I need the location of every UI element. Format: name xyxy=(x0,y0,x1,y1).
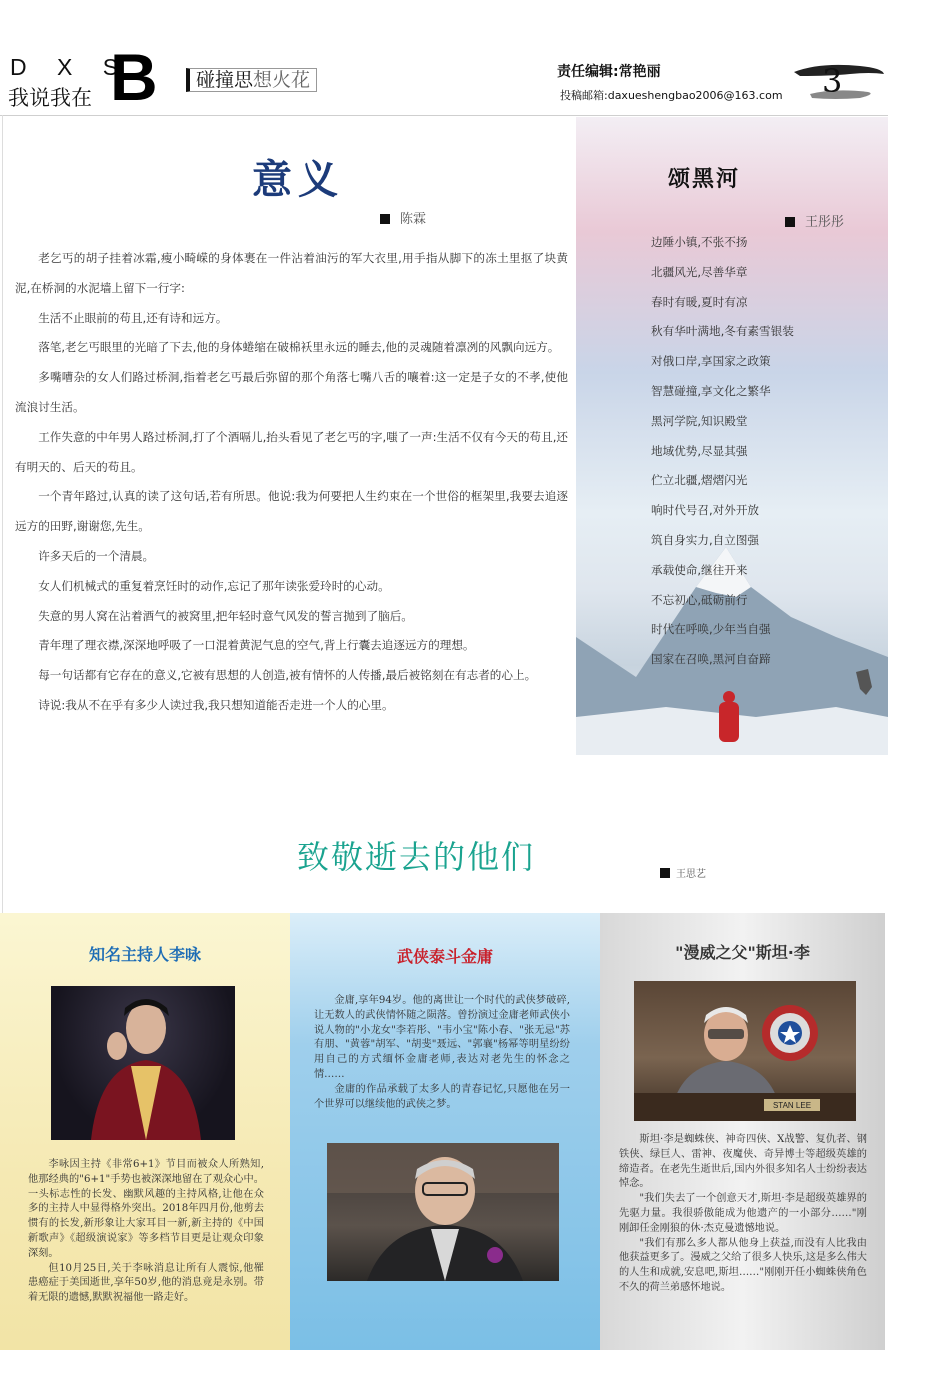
panel-text xyxy=(28,1158,264,1306)
poem-line: 对俄口岸,享国家之政策 xyxy=(651,354,771,369)
article-title: 意义 xyxy=(252,156,344,203)
panel-paragraph: 李咏因主持《非常6+1》节目而被众人所熟知,他那经典的"6+1"手势也被深深地留在了观众心中。一头标志性的长发、幽默风趣的主持风格,让他在众多的主持人中显得格外突出。2018年四月份,他剪去惯有的长发,新形象让大家耳目一新,新主持的《中国新歌声》《超级演说家》等多档节目更是让观众印象深刻。 xyxy=(28,1159,264,1259)
poem-line: 边陲小镇,不张不扬 xyxy=(651,235,748,249)
tribute-panel-jin-yong xyxy=(290,913,600,1350)
article-paragraph: 许多天后的一个清晨。 xyxy=(38,548,155,563)
article-paragraph: 工作失意的中年男人路过桥洞,打了个酒嗝儿,抬头看见了老乞丐的字,嗤了一声:生活不仅有今天的苟且,还有明天的、后天的苟且。 xyxy=(15,429,568,474)
poem-line: 承载使命,继往开来 xyxy=(651,562,748,577)
poem-line: 时代在呼唤,少年当自强 xyxy=(651,622,771,637)
poem-line: 秋有华叶满地,冬有素雪银装 xyxy=(651,324,794,339)
author-marker-icon xyxy=(660,868,670,878)
panel-paragraph: 斯坦·李是蜘蛛侠、神奇四侠、X战警、复仇者、钢铁侠、绿巨人、雷神、夜魔侠、奇异博士等超级英雄的缔造者。在老先生逝世后,国内外很多知名人士纷纷表达悼念。 xyxy=(619,1134,867,1190)
poem-author xyxy=(785,211,844,230)
article-paragraph: 失意的男人窝在沾着酒气的被窝里,把年轻时意气风发的誓言抛到了脑后。 xyxy=(38,608,413,623)
poem-line: 国家在召唤,黑河自奋蹄 xyxy=(651,652,771,667)
poem-title: 颂黑河 xyxy=(668,167,741,192)
article-paragraph: 女人们机械式的重复着烹饪时的动作,忘记了那年读张爱玲时的心动。 xyxy=(38,578,390,593)
author-marker-icon xyxy=(380,214,390,224)
editor-credit: 责任编辑:常艳丽 xyxy=(557,64,661,80)
masthead-code: D X S xyxy=(10,54,131,80)
submission-email: 投稿邮箱:daxueshengbao2006@163.com xyxy=(560,89,783,102)
article-paragraph: 生活不止眼前的苟且,还有诗和远方。 xyxy=(38,310,228,325)
poem-line: 地域优势,尽显其强 xyxy=(651,443,748,458)
article-paragraph: 每一句话都有它存在的意义,它被有思想的人创造,被有情怀的人传播,最后被铭刻在有志者的心上。 xyxy=(38,668,537,683)
section-letter: B xyxy=(110,40,158,114)
panel-text xyxy=(314,994,570,1112)
article-body xyxy=(15,244,568,721)
tribute-author-name: 王思艺 xyxy=(676,869,706,880)
panel-paragraph: 金庸的作品承载了太多人的青春记忆,只愿他在另一个世界可以继续他的武侠之梦。 xyxy=(314,1083,570,1110)
poem-body xyxy=(651,228,794,675)
tribute-author xyxy=(660,865,706,880)
nameplate-text: STAN LEE xyxy=(772,1101,812,1110)
article-paragraph: 老乞丐的胡子挂着冰霜,瘦小畸嵘的身体裹在一件沾着油污的军大衣里,用手指从脚下的冻土里抠了块黄泥,在桥洞的水泥墙上留下一行字: xyxy=(15,251,568,295)
jin-yong-photo xyxy=(327,1143,559,1281)
panel-paragraph: "我们有那么多人都从他身上获益,而没有人比我由他获益更多了。漫威之父给了很多人快乐,这是多么伟大的人生和成就,安息吧,斯坦……"刚刚开任小蜘蛛侠角色不久的荷兰弟感怀地说。 xyxy=(619,1237,867,1293)
panel-title: 武侠泰斗金庸 xyxy=(396,947,493,966)
column-title-part-a: 碰撞思 xyxy=(196,69,254,91)
author-marker-icon xyxy=(785,217,795,227)
article-author-name: 陈霖 xyxy=(400,212,427,227)
poem-line: 智慧碰撞,享文化之繁华 xyxy=(651,383,771,398)
poem-line: 响时代号召,对外开放 xyxy=(651,503,760,518)
panel-paragraph: 金庸,享年94岁。他的离世让一个时代的武侠梦破碎,让无数人的武侠情怀随之陨落。曾扮演过金庸老师武侠小说人物的"小龙女"李若彤、"韦小宝"陈小春、"张无忌"苏有朋、"黄蓉"胡军、"胡斐"聂远、"郭襄"杨幂等明星纷纷用自己的方式缅怀金庸老师,表达对老先生的怀念之情…… xyxy=(314,995,570,1080)
panel-title: "漫威之父"斯坦·李 xyxy=(675,943,810,962)
header-divider xyxy=(0,115,888,116)
page-number: 3 xyxy=(822,62,843,100)
article-paragraph: 青年理了理衣襟,深深地呼吸了一口混着黄泥气息的空气,背上行囊去追逐远方的理想。 xyxy=(38,638,475,653)
panel-title: 知名主持人李咏 xyxy=(88,945,201,964)
poem-line: 春时有暖,夏时有凉 xyxy=(651,294,748,309)
masthead-slogan: 我说我在 xyxy=(8,86,92,110)
article-paragraph: 诗说:我从不在乎有多少人读过我,我只想知道能否走进一个人的心里。 xyxy=(38,697,394,712)
poem-line: 北疆风光,尽善华章 xyxy=(651,264,748,279)
column-title-part-b: 想火花 xyxy=(253,69,311,91)
poem-line: 黑河学院,知识殿堂 xyxy=(651,413,748,428)
article-paragraph: 落笔,老乞丐眼里的光暗了下去,他的身体蜷缩在破棉袄里永远的睡去,他的灵魂随着凛冽的风飘向远方。 xyxy=(38,340,560,355)
stan-lee-photo xyxy=(634,981,856,1121)
poem-line: 筑自身实力,自立图强 xyxy=(651,532,760,547)
hiker-figure xyxy=(719,702,739,742)
article-paragraph: 一个青年路过,认真的读了这句话,若有所思。他说:我为何要把人生约束在一个世俗的框架里,我要去追逐远方的田野,谢谢您,先生。 xyxy=(15,489,568,534)
li-yong-photo xyxy=(51,986,235,1140)
poem-line: 不忘初心,砥砺前行 xyxy=(651,592,748,607)
tribute-section-title: 致敬逝去的他们 xyxy=(297,838,536,876)
panel-text xyxy=(619,1133,867,1296)
article-author xyxy=(380,208,426,227)
left-border xyxy=(2,115,3,915)
panel-paragraph: 但10月25日,关于李咏消息让所有人震惊,他罹患癌症于美国逝世,享年50岁,他的消息竟是永别。带着无限的遗憾,默默祝福他一路走好。 xyxy=(28,1262,264,1304)
column-title xyxy=(186,68,317,92)
article-paragraph: 多嘴嘈杂的女人们路过桥洞,指着老乞丐最后弥留的那个角落七嘴八舌的嚷着:这一定是子女的不孝,使他流浪讨生活。 xyxy=(15,370,568,414)
poem-line: 伫立北疆,熠熠闪光 xyxy=(651,473,748,488)
panel-paragraph: "我们失去了一个创意天才,斯坦·李是超级英雄界的先驱力量。我很骄傲能成为他遗产的一小部分……"刚刚卸任金刚狼的休·杰克曼遗憾地说。 xyxy=(619,1193,867,1234)
poem-author-name: 王彤彤 xyxy=(805,215,845,230)
